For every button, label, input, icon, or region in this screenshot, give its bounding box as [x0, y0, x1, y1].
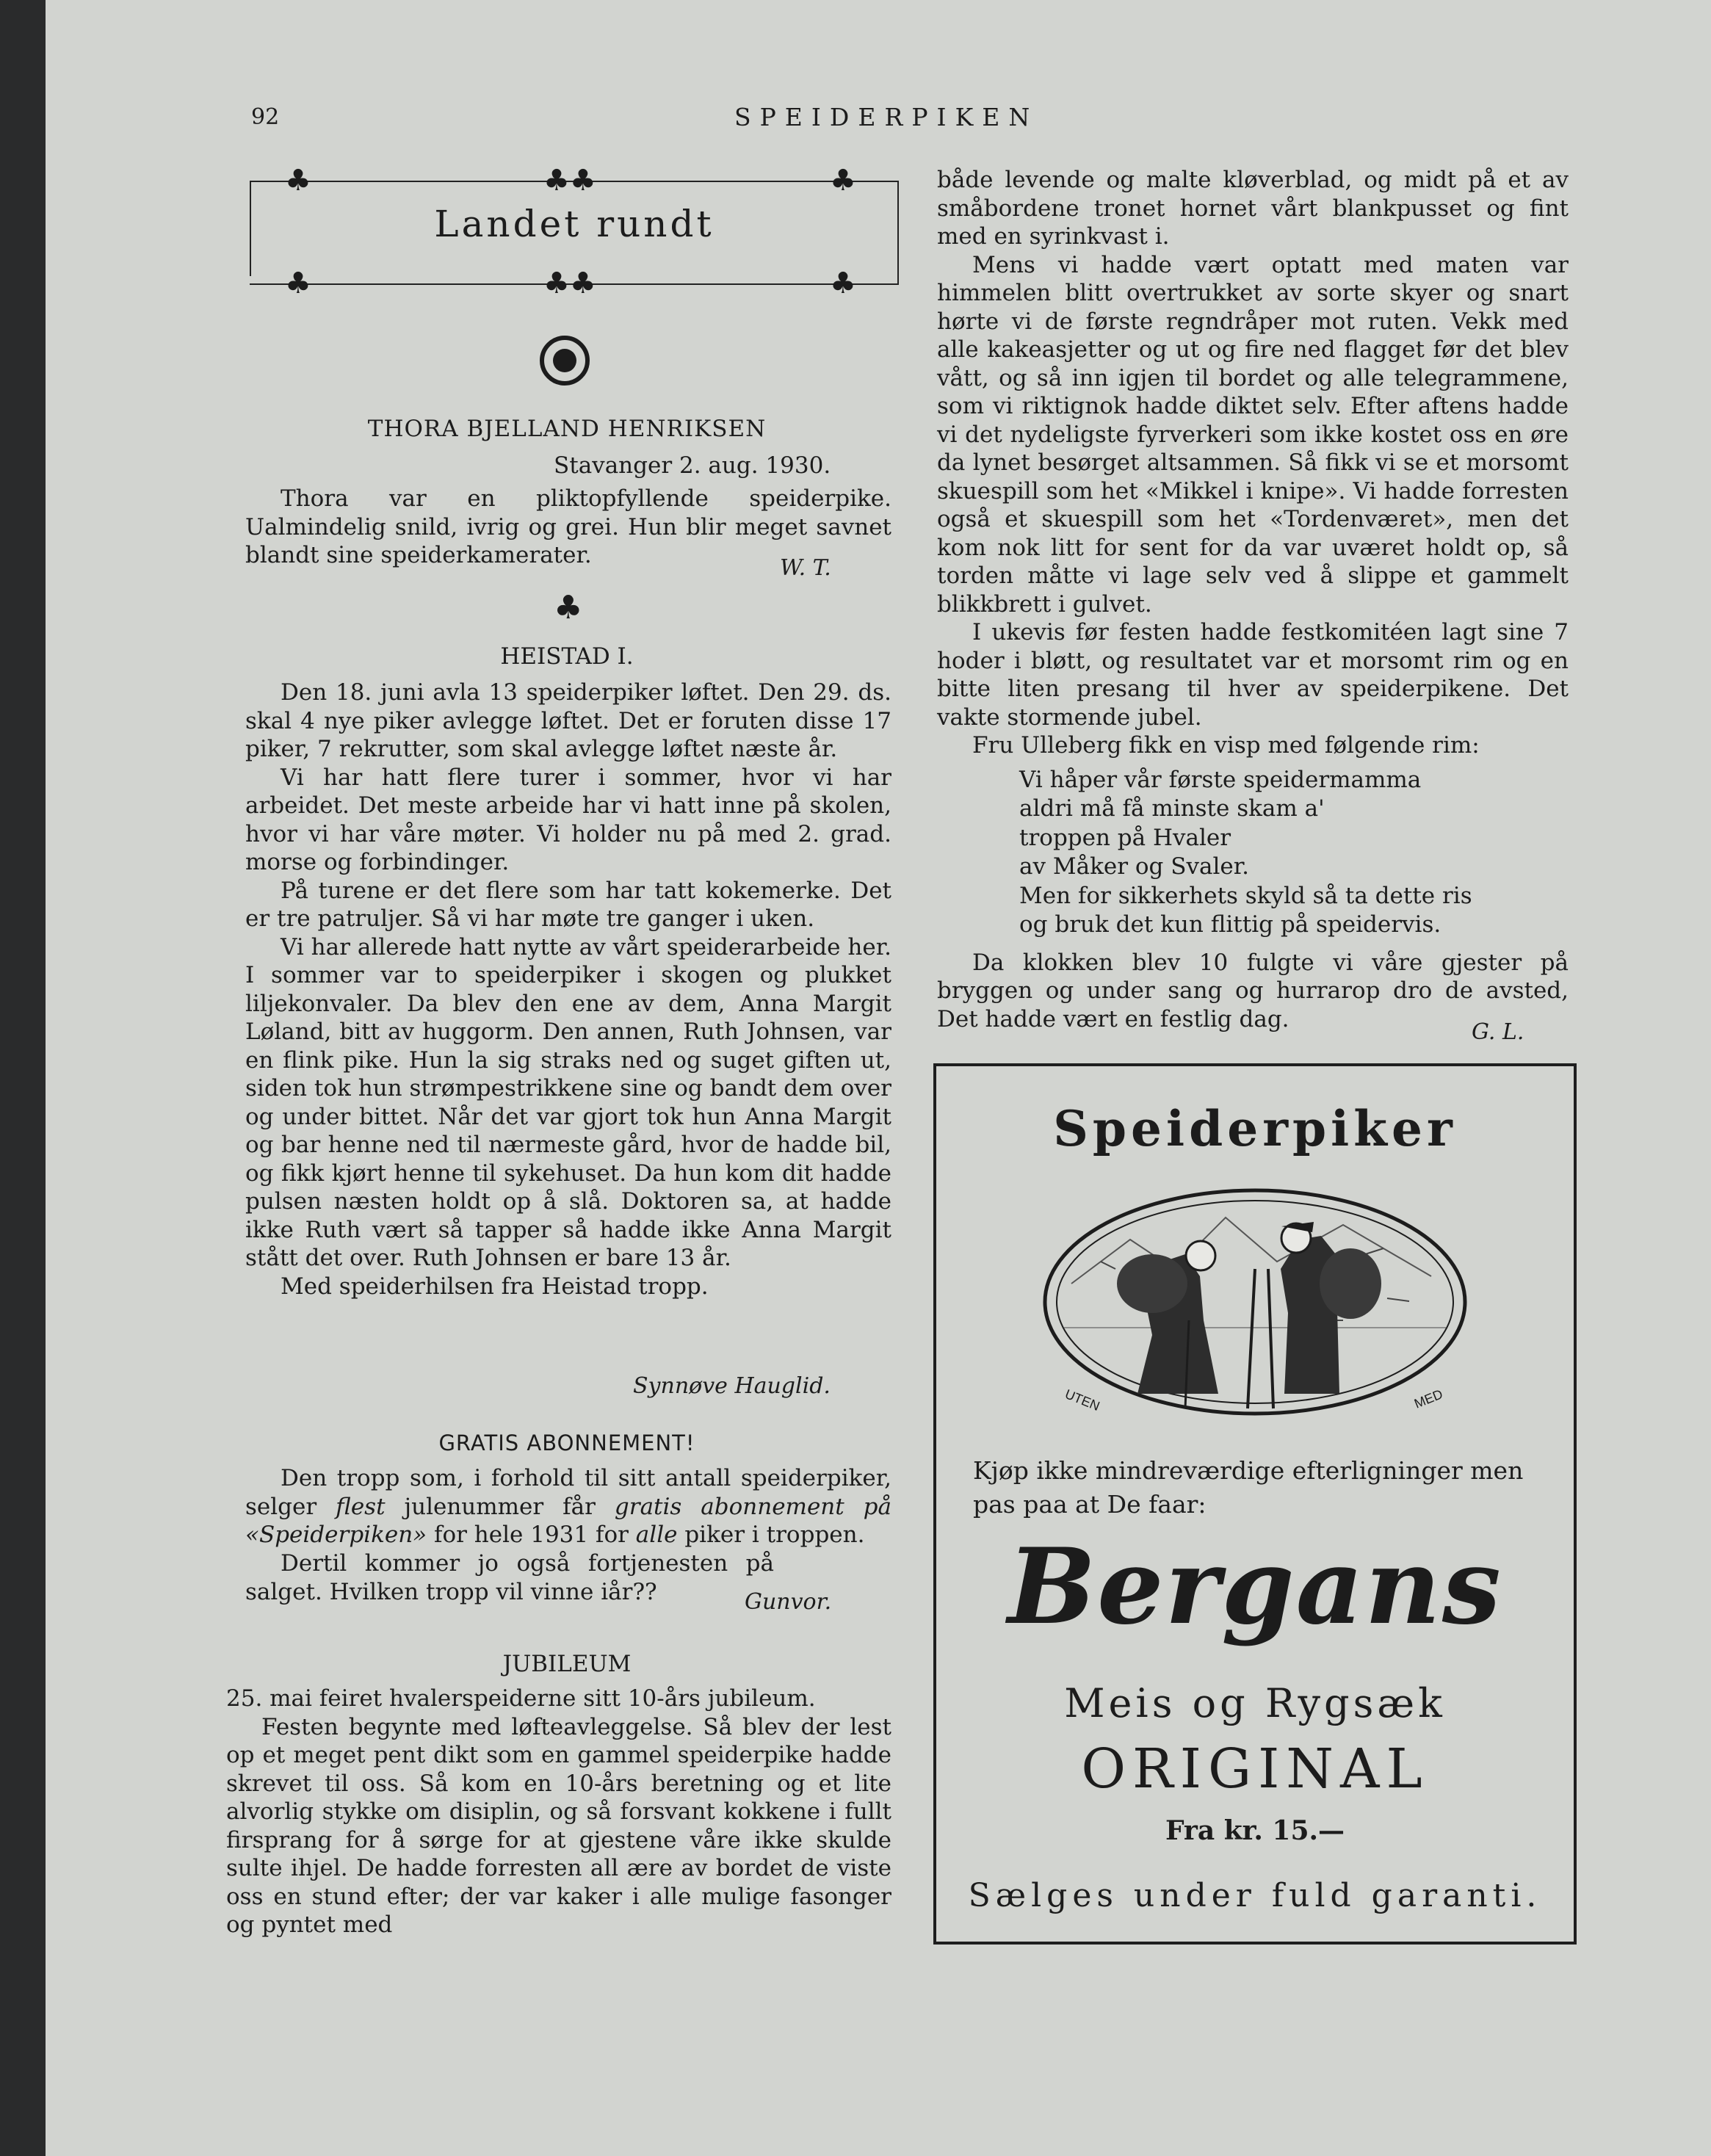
- heistad-paragraph: Med speiderhilsen fra Heistad tropp.: [281, 1273, 709, 1300]
- jubileum-body-left: [226, 1685, 891, 1939]
- heistad-paragraph: Vi har hatt flere turer i sommer, hvor vi har arbeidet. Det meste arbeide har vi hatt inne på skolen, hvor vi har våre møter. Vi holder nu på med 2. grad. morse og forbindinger.: [245, 764, 891, 875]
- club-icon: ♣: [830, 164, 856, 198]
- ad-product: Meis og Rygsæk: [1064, 1680, 1446, 1726]
- verse-line: og bruk det kun flittig på speidervis.: [1019, 911, 1441, 938]
- club-icon: ♣: [830, 267, 856, 300]
- verse-line: troppen på Hvaler: [1019, 824, 1231, 851]
- gratis-emphasis: alle: [635, 1522, 678, 1548]
- jubileum-signature: G. L.: [1472, 1019, 1524, 1045]
- ad-guarantee: Sælges under fuld garanti.: [968, 1877, 1542, 1914]
- ad-oval-label-left: UTEN: [1063, 1386, 1102, 1414]
- jubileum-paragraph: Fru Ulleberg fikk en visp med følgende rim:: [972, 732, 1480, 759]
- gratis-signature: Gunvor.: [745, 1589, 832, 1615]
- club-icon: ♣: [554, 589, 583, 626]
- scouts-illustration: [1035, 1173, 1475, 1423]
- jubileum-paragraph: både levende og malte kløverblad, og midt på et av småbordene tronet hornet vårt blankpusset og fint med en syrinkvast i.: [937, 167, 1569, 250]
- heistad-paragraph: Den 18. juni avla 13 speiderpiker løftet. Den 29. ds. skal 4 nye piker avlegge løftet. Det er foruten disse 17 piker, 7 rekrutter, som skal avlegge løftet næste år.: [245, 679, 891, 762]
- jubileum-paragraph: Festen begynte med løfteavleggelse. Så blev der lest op et meget pent dikt som en gammel speiderpike hadde skrevet til oss. Så kom en 10-års beretning og et lite alvorlig stykke om disiplin, og så forsvant kokkene i fullt firsprang for å sørge for at gjestene våre ikke skulde sulte ihjel. De hadde forresten all ære av bordet de viste oss en stund efter; der var kaker i alle mulige fasonger og pyntet med: [226, 1713, 891, 1938]
- ad-headline: Speiderpiker: [1053, 1100, 1457, 1157]
- gratis-text: piker i troppen.: [677, 1522, 865, 1548]
- gratis-text: julenummer får: [385, 1493, 615, 1520]
- gratis-paragraph: [245, 1464, 891, 1549]
- gratis-title: GRATIS ABONNEMENT!: [438, 1430, 695, 1455]
- jubileum-verse: [1019, 766, 1569, 940]
- gratis-text: Den tropp som, i forhold til sitt antall speiderpiker, selger: [245, 1465, 891, 1520]
- club-icon: ♣: [285, 267, 311, 300]
- section-banner: [250, 164, 902, 300]
- jubileum-paragraph: Mens vi hadde vært optatt med maten var himmelen blitt overtrukket av sorte skyer og snart hørte vi de første regndråper mot ruten. Vekk med alle kakeasjetter og ut og fire ned flagget før det blev vått, og så inn igjen til bordet og alle telegrammene, som vi riktignok hadde diktet selv. Efter aftens hadde vi det nydeligste fyrverkeri som ikke kostet oss en øre da lynet besørget altsammen. Så fikk vi se et morsomt skuespill som het «Mikkel i knipe». Vi hadde forresten også et skuespill som het «Tordenværet», men det kom nok litt for sent for da var uværet holdt op, så torden måtte vi lage selv ved å slippe et gammelt blikkbrett i gulvet.: [937, 251, 1569, 618]
- ad-original: ORIGINAL: [1081, 1737, 1429, 1801]
- gratis-text: for hele 1931 for: [427, 1522, 636, 1548]
- ad-brand-logo: Bergans: [1008, 1526, 1502, 1648]
- obituary-name: THORA BJELLAND HENRIKSEN: [367, 416, 767, 442]
- ad-price: Fra kr. 15.—: [1165, 1815, 1345, 1846]
- gratis-paragraph: Dertil kommer jo også fortjenesten på salget. Hvilken tropp vil vinne iår??: [245, 1550, 774, 1605]
- heistad-signature: Synnøve Hauglid.: [633, 1373, 831, 1399]
- jubileum-paragraph: Da klokken blev 10 fulgte vi våre gjester på bryggen og under sang og hurrarop dro de avsted, Det hadde vært en festlig dag.: [937, 949, 1569, 1032]
- running-title: SPEIDERPIKEN: [734, 103, 1039, 131]
- obituary-text: Thora var en pliktopfyllende speiderpike. Ualmindelig snild, ivrig og grei. Hun blir meget savnet blandt sine speiderkamerater.: [245, 485, 891, 568]
- club-icon: ♣♣: [543, 267, 596, 300]
- heistad-paragraph: Vi har allerede hatt nytte av vårt speiderarbeide her. I sommer var to speiderpiker i skogen og plukket liljekonvaler. Da blev den ene av dem, Anna Margit Løland, bitt av huggorm. Den annen, Ruth Johnsen, var en flink pike. Hun la sig straks ned og suget giften ut, siden tok hun strømpestrikkene sine og bandt dem over og under bittet. Når det var gjort tok hun Anna Margit og bar henne ned til nærmeste gård, hvor de hadde bil, og fikk kjørt henne til sykehuset. Da hun kom dit hadde pulsen næsten holdt op å slå. Doktoren sa, at hadde ikke Ruth vært så tapper så hadde ikke Anna Margit stått det over. Ruth Johnsen er bare 13 år.: [245, 933, 891, 1271]
- verse-line: Vi håper vår første speidermamma: [1019, 766, 1422, 793]
- banner-title: Landet rundt: [434, 203, 715, 245]
- gratis-emphasis: flest: [336, 1493, 386, 1520]
- ad-oval-label-right: MED: [1412, 1386, 1445, 1411]
- gratis-emphasis: gratis abonnement på «Speiderpiken»: [245, 1493, 891, 1548]
- page-number: 92: [251, 104, 280, 130]
- memorial-emblem-icon: [539, 335, 590, 386]
- bergans-advertisement: [933, 1063, 1577, 1945]
- heistad-body: [245, 679, 891, 1301]
- heistad-title: HEISTAD I.: [500, 643, 634, 670]
- jubileum-paragraph: 25. mai feiret hvalerspeiderne sitt 10-års jubileum.: [226, 1685, 816, 1712]
- heistad-paragraph: På turene er det flere som har tatt kokemerke. Det er tre patruljer. Så vi har møte tre ganger i uken.: [245, 877, 891, 932]
- club-icon: ♣♣: [543, 164, 596, 198]
- verse-line: Men for sikkerhets skyld så ta dette ris: [1019, 882, 1472, 909]
- jubileum-title: JUBILEUM: [502, 1651, 632, 1677]
- obituary-signature: W. T.: [780, 555, 831, 581]
- ad-warning: Kjøp ikke mindreværdige efterligninger men pas paa at De faar:: [973, 1456, 1524, 1519]
- verse-line: av Måker og Svaler.: [1019, 853, 1249, 880]
- magazine-page: [46, 0, 1711, 2156]
- jubileum-body-right: [937, 166, 1569, 1033]
- obituary-place-date: Stavanger 2. aug. 1930.: [554, 452, 831, 479]
- verse-line: aldri må få minste skam a': [1019, 795, 1325, 822]
- jubileum-paragraph: I ukevis før festen hadde festkomitéen lagt sine 7 hoder i bløtt, og resultatet var et morsomt rim og en bitte liten presang til hver av speiderpikene. Det vakte stormende jubel.: [937, 619, 1569, 731]
- club-icon: ♣: [285, 164, 311, 198]
